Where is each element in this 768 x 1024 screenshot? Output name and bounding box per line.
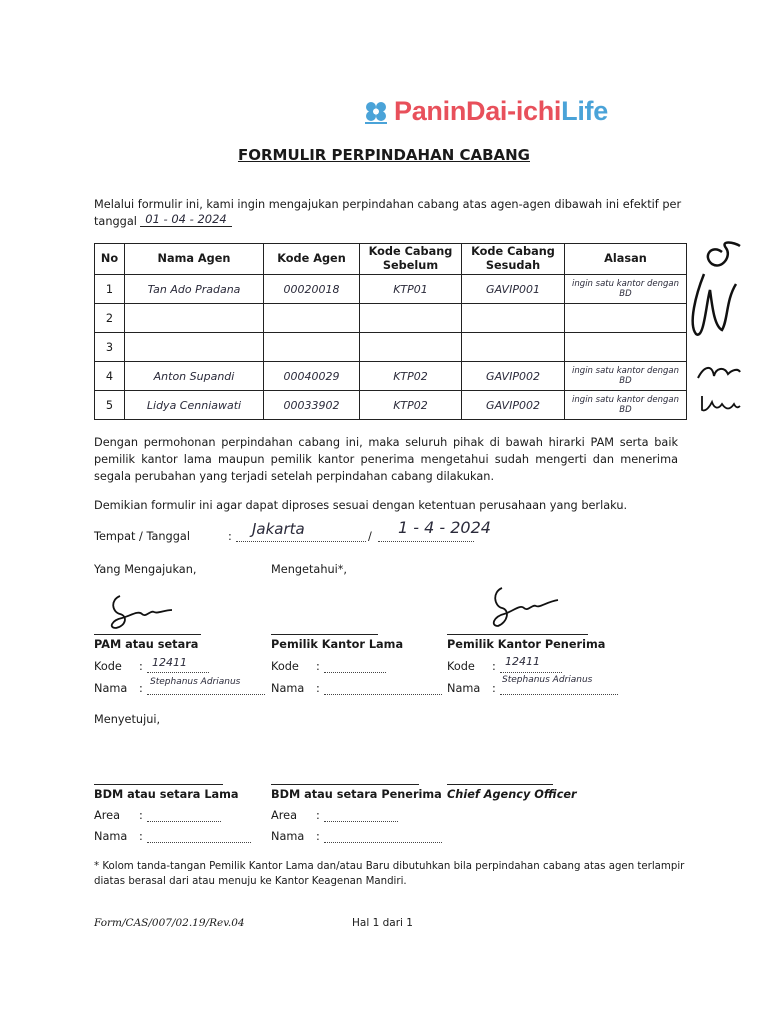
col-header: Kode Cabang Sesudah xyxy=(462,244,565,275)
date-line xyxy=(378,541,474,542)
table-row xyxy=(95,333,687,362)
cell-sebelum: KTP01 xyxy=(393,282,428,296)
cell-sesudah: GAVIP002 xyxy=(486,398,540,412)
table-row xyxy=(95,304,687,333)
cell-no: 4 xyxy=(95,362,125,391)
colon: : xyxy=(139,809,143,822)
colon: : xyxy=(316,660,320,673)
place-line xyxy=(236,541,366,542)
dotted-line xyxy=(324,821,398,822)
proposer-label: Yang Mengajukan, xyxy=(94,563,197,576)
nama-label: Nama xyxy=(271,830,305,843)
cell-no: 5 xyxy=(95,391,125,420)
place-date-label: Tempat / Tanggal xyxy=(94,530,190,543)
signature-line xyxy=(447,784,553,785)
table-row xyxy=(95,362,687,391)
dotted-line xyxy=(147,672,209,673)
signature-line xyxy=(271,634,378,635)
dotted-line xyxy=(500,672,562,673)
acknowledge-label: Mengetahui*, xyxy=(271,563,348,576)
cell-alasan: ingin satu kantor dengan BD xyxy=(572,366,679,386)
cell-alasan: ingin satu kantor dengan BD xyxy=(572,395,679,415)
nama-value-penerima: Stephanus Adrianus xyxy=(502,675,593,685)
cell-alasan: ingin satu kantor dengan BD xyxy=(572,279,679,299)
dotted-line xyxy=(500,694,618,695)
dotted-line xyxy=(147,821,221,822)
role-bdm-penerima: BDM atau setara Penerima xyxy=(271,788,442,801)
table-row xyxy=(95,275,687,304)
role-pam: PAM atau setara xyxy=(94,638,199,651)
date-value: 1 - 4 - 2024 xyxy=(398,518,491,537)
dotted-line xyxy=(324,842,442,843)
brand-name: PaninDai-ichiLife xyxy=(394,96,608,126)
signature-pam xyxy=(98,592,188,632)
signature-penerima xyxy=(476,584,572,632)
place-value: Jakarta xyxy=(252,520,305,538)
col-header: Alasan xyxy=(565,244,687,275)
nama-label: Nama xyxy=(94,682,128,695)
col-header: Nama Agen xyxy=(125,244,264,275)
cell-kode: 00033902 xyxy=(283,398,340,412)
cell-nama: Tan Ado Pradana xyxy=(147,282,241,296)
cell-no: 3 xyxy=(95,333,125,362)
dotted-line xyxy=(147,842,251,843)
cell-nama: Anton Supandi xyxy=(153,369,235,383)
col-header: No xyxy=(95,244,125,275)
nama-label: Nama xyxy=(271,682,305,695)
statement-text: Dengan permohonan perpindahan cabang ini, maka seluruh pihak di bawah hirarki PAM serta baik pemilik kantor lama maupun pemilik kantor penerima mengetahui sudah mengerti dan menerima segala perubahan yang terjadi setelah perpindahan cabang dilakukan. xyxy=(94,436,678,483)
kode-label: Kode xyxy=(271,660,299,673)
kode-value-penerima: 12411 xyxy=(505,655,540,668)
intro-text: Melalui formulir ini, kami ingin mengajukan perpindahan cabang atas agen-agen dibawah ini efektif per xyxy=(94,198,682,211)
dotted-line xyxy=(324,694,442,695)
margin-signature xyxy=(682,234,748,344)
intro-date-label: tanggal xyxy=(94,215,137,228)
form-code: Form/CAS/007/02.19/Rev.04 xyxy=(94,917,245,929)
colon: : xyxy=(316,682,320,695)
colon: : xyxy=(139,660,143,673)
margin-initial xyxy=(694,362,744,384)
col-header: Kode Cabang Sebelum xyxy=(360,244,462,275)
margin-initial xyxy=(696,392,744,416)
effective-date-value: 01 - 04 - 2024 xyxy=(140,212,232,227)
nama-label: Nama xyxy=(447,682,481,695)
signature-line xyxy=(94,634,201,635)
cell-no: 2 xyxy=(95,304,125,333)
colon: : xyxy=(228,530,232,543)
cell-nama: Lidya Cenniawati xyxy=(146,398,242,412)
kode-label: Kode xyxy=(94,660,122,673)
colon: : xyxy=(139,682,143,695)
dotted-line xyxy=(324,672,386,673)
cell-sesudah: GAVIP001 xyxy=(486,282,540,296)
signature-line xyxy=(94,784,223,785)
form-title: FORMULIR PERPINDAHAN CABANG xyxy=(237,146,530,164)
signature-line xyxy=(271,784,419,785)
table-header-row xyxy=(95,244,687,275)
colon: : xyxy=(316,830,320,843)
role-kantor-penerima: Pemilik Kantor Penerima xyxy=(447,638,606,651)
colon: : xyxy=(492,660,496,673)
page-number: Hal 1 dari 1 xyxy=(352,917,413,929)
cell-sebelum: KTP02 xyxy=(393,398,428,412)
area-label: Area xyxy=(271,809,297,822)
cell-sesudah: GAVIP002 xyxy=(486,369,540,383)
kode-label: Kode xyxy=(447,660,475,673)
footnote: * Kolom tanda-tangan Pemilik Kantor Lama dan/atau Baru dibutuhkan bila perpindahan cabang atas agen terlampir diatas berasal dari atau menuju ke Kantor Keagenan Mandiri. xyxy=(94,861,685,887)
colon: : xyxy=(492,682,496,695)
agent-table xyxy=(94,243,687,420)
col-header: Kode Agen xyxy=(264,244,360,275)
slash: / xyxy=(368,530,372,543)
table-row xyxy=(95,391,687,420)
signature-line xyxy=(447,634,588,635)
approve-label: Menyetujui, xyxy=(94,713,161,726)
cell-kode: 00040029 xyxy=(283,369,340,383)
cell-sebelum: KTP02 xyxy=(393,369,428,383)
kode-value-pam: 12411 xyxy=(152,656,187,669)
cell-no: 1 xyxy=(95,275,125,304)
nama-value-pam: Stephanus Adrianus xyxy=(150,677,241,687)
colon: : xyxy=(316,809,320,822)
flower-icon xyxy=(362,98,390,126)
role-bdm-lama: BDM atau setara Lama xyxy=(94,788,239,801)
closing-text: Demikian formulir ini agar dapat diproses sesuai dengan ketentuan perusahaan yang berlaku. xyxy=(94,499,628,512)
company-logo xyxy=(362,96,608,127)
nama-label: Nama xyxy=(94,830,128,843)
dotted-line xyxy=(147,694,265,695)
role-cao: Chief Agency Officer xyxy=(447,788,577,801)
colon: : xyxy=(139,830,143,843)
area-label: Area xyxy=(94,809,120,822)
cell-kode: 00020018 xyxy=(283,282,340,296)
role-kantor-lama: Pemilik Kantor Lama xyxy=(271,638,404,651)
